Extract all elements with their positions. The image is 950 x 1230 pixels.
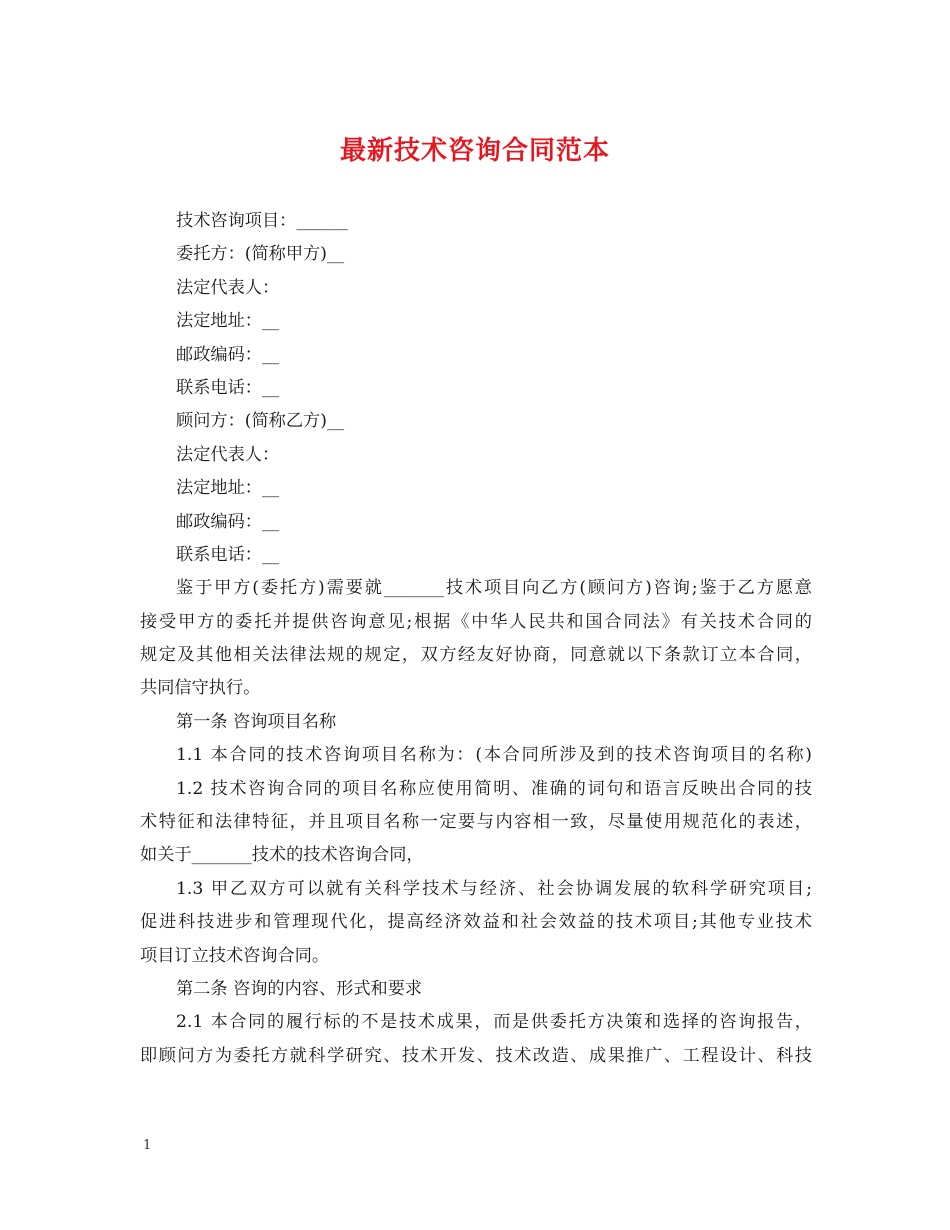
document-title: 最新技术咨询合同范本 <box>339 136 610 166</box>
text-line: 邮政编码：__ <box>176 511 280 532</box>
text-line: 1.1 本合同的技术咨询项目名称为：(本合同所涉及到的技术咨询项目的名称) <box>176 745 812 766</box>
text-line: 法定地址：__ <box>176 311 280 332</box>
text-line: 鉴于甲方(委托方)需要就_______技术项目向乙方(顾问方)咨询;鉴于乙方愿意 <box>176 578 812 599</box>
text-line: 委托方：(简称甲方)__ <box>176 244 345 265</box>
text-line: 促进科技进步和管理现代化，提高经济效益和社会效益的技术项目;其他专业技术 <box>140 912 812 933</box>
text-line: 1.2 技术咨询合同的项目名称应使用简明、准确的词句和语言反映出合同的技 <box>176 778 812 799</box>
text-line: 项目订立技术咨询合同。 <box>140 945 330 966</box>
text-line: 联系电话：__ <box>176 377 280 398</box>
text-line: 联系电话：__ <box>176 544 280 565</box>
text-line: 第一条 咨询项目名称 <box>176 711 337 732</box>
text-line: 2.1 本合同的履行标的不是技术成果，而是供委托方决策和选择的咨询报告， <box>176 1012 812 1033</box>
text-line: 法定代表人： <box>176 277 280 298</box>
text-line: 即顾问方为委托方就科学研究、技术开发、技术改造、成果推广、工程设计、科技 <box>140 1045 812 1066</box>
text-line: 法定地址：__ <box>176 478 280 499</box>
text-line: 1.3 甲乙双方可以就有关科学技术与经济、社会协调发展的软科学研究项目; <box>176 878 812 899</box>
text-line: 规定及其他相关法律法规的规定，双方经友好协商，同意就以下条款订立本合同， <box>140 645 812 666</box>
text-line: 邮政编码：__ <box>176 344 280 365</box>
text-line: 法定代表人： <box>176 444 280 465</box>
text-line: 如关于_______技术的技术咨询合同， <box>140 845 424 866</box>
text-line: 术特征和法律特征，并且项目名称一定要与内容相一致，尽量使用规范化的表述， <box>140 812 812 833</box>
document-body <box>140 205 812 1073</box>
text-line: 接受甲方的委托并提供咨询意见;根据《中华人民共和国合同法》有关技术合同的 <box>140 611 812 632</box>
text-line: 第二条 咨询的内容、形式和要求 <box>176 978 423 999</box>
page-number: 1 <box>143 1138 152 1153</box>
text-line: 技术咨询项目：______ <box>176 211 348 231</box>
text-line: 共同信守执行。 <box>140 678 261 699</box>
text-line: 顾问方：(简称乙方)__ <box>176 411 345 432</box>
